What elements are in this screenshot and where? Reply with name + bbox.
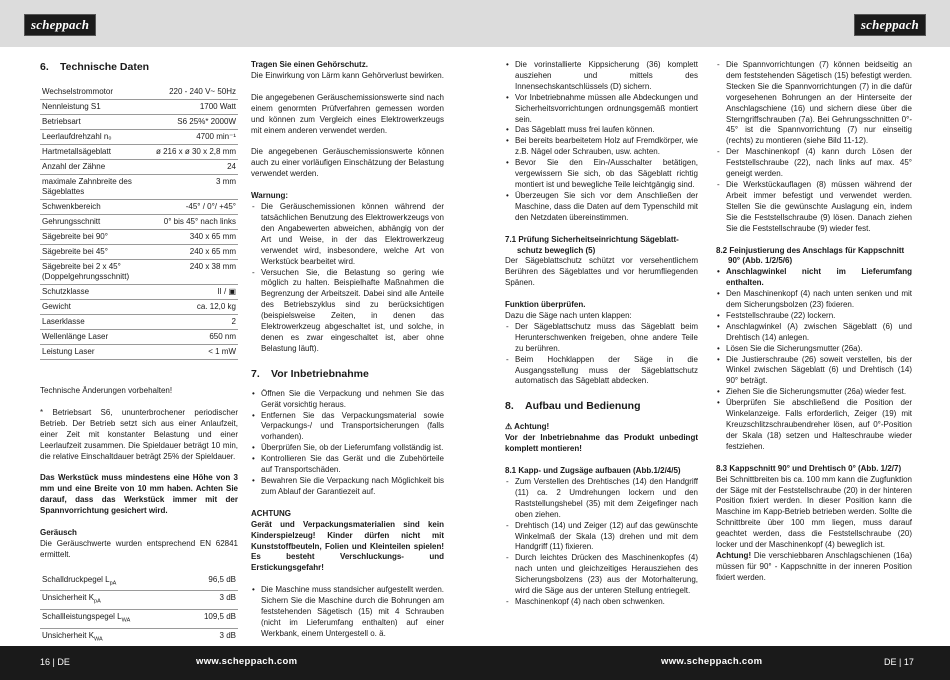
spec-value: 240 x 65 mm [154, 245, 238, 260]
list-item: • Lösen Sie die Sicherungsmutter (26a). [716, 344, 912, 355]
spec-label: Schwenkbereich [40, 200, 154, 215]
section-8-2-list [716, 267, 912, 452]
function-check-heading: Funktion überprüfen. [505, 300, 586, 310]
spec-value: 2 [154, 315, 238, 330]
spec-value: 340 x 65 mm [154, 230, 238, 245]
list-item: • Überprüfen Sie abschließend die Position der Winkelanzeige. Falls erforderlich, Zeiger (19) mit Kreuzschlitzschraubendreher lösen, auf 0°-Position der Skala (18) setzen und Halteschraube wieder festziehen. [716, 398, 912, 453]
spec-label: Hartmetallsägeblatt [40, 145, 154, 160]
noise-para-1: Die angegebenen Geräuschemissionswerte sind nach einem genormten Prüfverfahren gemessen worden und können zum Vergleich eines Elektrowerkzeugs mit einem anderen verwendet werden. [251, 92, 444, 135]
section-8-1-list [505, 477, 698, 608]
list-item: • Öffnen Sie die Verpackung und nehmen Sie das Gerät vorsichtig heraus. [251, 389, 444, 411]
spec-value: < 1 mW [154, 345, 238, 360]
achtung-warning-text: Vor der Inbetriebnahme das Produkt unbedingt komplett montieren! [505, 433, 698, 454]
list-item: - Der Sägeblattschutz muss das Sägeblatt beim Herunterschwenken freigeben, ohne andere Teile zu berühren. [505, 322, 698, 355]
list-item: - Beim Hochklappen der Säge in die Ausgangsstellung muss der Sägeblattschutz automatisch das Sägeblatt abdecken. [505, 355, 698, 388]
list-item: • Anschlagwinkel (A) zwischen Sägeblatt (6) und Drehtisch (14) anlegen. [716, 322, 912, 344]
table-row [40, 230, 238, 245]
list-item: • Bewahren Sie die Verpackung nach Möglichkeit bis zum Ablauf der Garantiezeit auf. [251, 476, 444, 498]
list-item: • Überprüfen Sie, ob der Lieferumfang vollständig ist. [251, 443, 444, 454]
table-row [40, 100, 238, 115]
table-row [40, 260, 238, 285]
column-2 [251, 60, 444, 640]
table-row [40, 130, 238, 145]
website-link-left[interactable]: www.scheppach.com [196, 656, 298, 667]
list-item: • Feststellschraube (22) lockern. [716, 311, 912, 322]
list-item: • Anschlagwinkel nicht im Lieferumfang enthalten. [716, 267, 912, 289]
table-row: Schalldruckpegel $L_{pA}$ 96,5 dB [40, 573, 238, 591]
list-item: - Durch leichtes Drücken des Maschinenkopfes (4) nach unten und gleichzeitiges Herausziehen des Sicherungsbolzens (23) aus der Motorhalterung, wird die Säge aus der unteren Stellung entriegelt. [505, 553, 698, 597]
list-item: - Die Geräuschemissionen können während der tatsächlichen Benutzung des Elektrowerkzeugs von den Angabewerten abweichen, abhängig von der Art und Weise, in der das Elektrowerkzeug verwendet wird, insbesondere, welche Art von Werkstück bearbeitet wird. [251, 202, 444, 267]
section-7-1-text: Der Sägeblattschutz schützt vor versehentlichem Berühren des Sägeblattes und vor herumfliegenden Spänen. [505, 256, 698, 288]
section-8-2-heading: 8.2 Feinjustierung des Anschlags für Kappschnitt 90° (Abb. 1/2/5/6) [716, 245, 905, 266]
noise-text: Die Geräuschwerte wurden entsprechend EN 62841 ermittelt. [40, 538, 238, 559]
list-item: - Maschinenkopf (4) nach oben schwenken. [505, 597, 698, 608]
spec-value: II / ▣ [154, 285, 238, 300]
spec-label: Nennleistung S1 [40, 100, 154, 115]
list-item: - Die Spannvorrichtungen (7) können beidseitig an dem feststehenden Sägetisch (15) befestigt werden. Stecken Sie die Spannvorrichtungen (7) in die dafür vorgesehenen Bohrungen an der Hinterseite der Anschlagschiene (16) und sichern diese über die Sterngriffschrauben (7a). Bei Gehrungsschnitten 0°- 45° ist die Spannvorrichtung (7) nur einseitig (rechts) zu montieren (siehe Bild 11-12). [716, 60, 912, 147]
table-row [40, 345, 238, 360]
s6-operating-mode-note: * Betriebsart S6, ununterbrochener periodischer Betrieb. Der Betrieb setzt sich aus einer Anlaufzeit, einer Zeit mit konstanter Belastung und einer Leerlaufzeit zusammen. Die Spieldauer beträgt 10 min, die relative Einschaltdauer beträgt 25% der Spieldauer. [40, 407, 238, 461]
table-row [40, 85, 238, 100]
list-item: • Die vorinstallierte Kippsicherung (36) komplett ausziehen und mittels des Innensechskantschlüssels (D) sichern. [505, 60, 698, 93]
page-number-right: DE | 17 [884, 657, 914, 667]
setup-list [251, 585, 444, 640]
spec-label: Anzahl der Zähne [40, 160, 154, 175]
spec-label: Sägebreite bei 2 x 45° (Doppelgehrungsschnitt) [40, 260, 154, 285]
list-item: • Den Maschinenkopf (4) nach unten senken und mit dem Sicherungsbolzen (23) fixieren. [716, 289, 912, 311]
spec-label: maximale Zahnbreite des Sägeblattes [40, 175, 154, 200]
achtung-warning-heading: ⚠ Achtung! [505, 422, 550, 432]
list-item: • Bei bereits bearbeitetem Holz auf Fremdkörper, wie z.B. Nägel oder Schrauben, usw. achten. [505, 136, 698, 158]
table-row [40, 200, 238, 215]
achtung-heading: ACHTUNG [251, 508, 291, 518]
list-item: - Zum Verstellen des Drehtisches (14) den Handgriff (11) ca. 2 Umdrehungen lockern und den Raststellungshebel (35) mit dem Zeigefinger nach oben ziehen. [505, 477, 698, 521]
list-item: • Das Sägeblatt muss frei laufen können. [505, 125, 698, 136]
spec-label: Wechselstrommotor [40, 85, 154, 100]
spec-value: 0° bis 45° nach links [154, 215, 238, 230]
spec-value: 650 nm [154, 330, 238, 345]
table-row [40, 145, 238, 160]
spec-value: -45° / 0°/ +45° [154, 200, 238, 215]
spec-value: 4700 min⁻¹ [154, 130, 238, 145]
table-row: Schallleistungspegel $L_{WA}$ 109,5 dB [40, 609, 238, 628]
website-link-right[interactable]: www.scheppach.com [661, 656, 763, 667]
list-item: - Die Werkstückauflagen (8) müssen während der Arbeit immer befestigt und verwendet werden. Stellen Sie die gewünschte Auslagung ein, indem Sie die Feststellschraube (9) lösen. Danach ziehen Sie die Feststellschraube (9) wieder fest. [716, 180, 912, 235]
spec-label: Leistung Laser [40, 345, 154, 360]
column-1 [40, 60, 238, 647]
table-row [40, 315, 238, 330]
spec-label: Betriebsart [40, 115, 154, 130]
spec-label: Sägebreite bei 90° [40, 230, 154, 245]
list-item: • Kontrollieren Sie das Gerät und die Zubehörteile auf Transportschäden. [251, 454, 444, 476]
list-item: • Die Maschine muss standsicher aufgestellt werden. Sichern Sie die Maschine durch die Bohrungen am feststehenden Sägetisch (15) mit 4 Schrauben (nicht im Lieferumfang enthalten) auf einer Werkbank, einem Untergestell o. ä. [251, 585, 444, 640]
noise-heading: Geräusch [40, 528, 77, 538]
header-bar [0, 0, 950, 47]
column-3 [505, 60, 698, 608]
warning-heading: Warnung: [251, 191, 289, 201]
section-8-3-text: Bei Schnittbreiten bis ca. 100 mm kann die Zugfunktion der Säge mit der Feststellschraube (20) in der hinteren Position fixiert werden. In dieser Position kann die Maschine im Kapp-Betrieb betrieben werden. Sollte die Schnittbreite über 100 mm liegen, muss darauf geachtet werden, dass die Feststellschraube (20) locker und der Maschinenkopf (4) beweglich ist. [716, 474, 912, 550]
section-7-list [251, 389, 444, 498]
spec-value: 24 [154, 160, 238, 175]
list-item: • Bevor Sie den Ein-/Ausschalter betätigen, vergewissern Sie sich, ob das Sägeblatt richtig montiert ist und bewegliche Teile leichtgängig sind. [505, 158, 698, 191]
table-row [40, 245, 238, 260]
function-check-list [505, 322, 698, 387]
setup-list-continued [505, 60, 698, 224]
spec-label: Schutzklasse [40, 285, 154, 300]
spec-label: Wellenlänge Laser [40, 330, 154, 345]
list-item: - Drehtisch (14) und Zeiger (12) auf das gewünschte Winkelmaß der Skala (13) drehen und mit dem Handgriff (11) fixieren. [505, 521, 698, 554]
table-row [40, 285, 238, 300]
spec-value: 220 - 240 V~ 50Hz [154, 85, 238, 100]
spec-label: Leerlaufdrehzahl n₀ [40, 130, 154, 145]
section-7-heading: 7. Vor Inbetriebnahme [251, 367, 369, 380]
list-item: • Ziehen Sie die Sicherungsmutter (26a) wieder fest. [716, 387, 912, 398]
scheppach-logo-right: scheppach [854, 14, 926, 36]
section-8-1-heading: 8.1 Kapp- und Zugsäge aufbauen (Abb.1/2/4/5) [505, 466, 681, 476]
scheppach-logo-left: scheppach [24, 14, 96, 36]
spec-label: Gehrungsschnitt [40, 215, 154, 230]
section-8-3-warning: Achtung! Die verschiebbaren Anschlagschienen (16a) müssen für 90° - Kappschnitte in der inneren Position fixiert werden. [716, 550, 912, 582]
table-row [40, 160, 238, 175]
section-8-3-heading: 8.3 Kappschnitt 90° und Drehtisch 0° (Abb. 1/2/7) [716, 463, 902, 473]
page-number-left: 16 | DE [40, 657, 70, 667]
spec-value: ø 216 x ø 30 x 2,8 mm [154, 145, 238, 160]
column-4 [716, 60, 912, 584]
spec-value: S6 25%* 2000W [154, 115, 238, 130]
hearing-protection-text: Die Einwirkung von Lärm kann Gehörverlust bewirken. [251, 70, 444, 80]
technical-changes-note: Technische Änderungen vorbehalten! [40, 386, 173, 395]
function-check-text: Dazu die Säge nach unten klappen: [505, 311, 632, 321]
list-item: • Die Justierschraube (26) soweit verstellen, bis der Winkel zwischen Sägeblatt (6) und Drehtisch (14) 90° beträgt. [716, 355, 912, 388]
clamp-list [716, 60, 912, 235]
list-item: • Vor Inbetriebnahme müssen alle Abdeckungen und Sicherheitsvorrichtungen ordnungsgemäß montiert sein. [505, 93, 698, 126]
section-8-heading: 8. Aufbau und Bedienung [505, 400, 641, 413]
workpiece-size-note: Das Werkstück muss mindestens eine Höhe von 3 mm und eine Breite von 10 mm haben. Achten Sie darauf, dass das Werkstück immer mit der Spannvorrichtung gesichert wird. [40, 473, 238, 516]
table-row [40, 300, 238, 315]
list-item: • Entfernen Sie das Verpackungsmaterial sowie Verpackungs-/ und Transportsicherungen (falls vorhanden). [251, 411, 444, 444]
hearing-protection-heading: Tragen Sie einen Gehörschutz. [251, 60, 368, 69]
spec-label: Sägebreite bei 45° [40, 245, 154, 260]
list-item: • Überzeugen Sie sich vor dem Anschließen der Maschine, dass die Daten auf dem Typenschild mit den Netzdaten übereinstimmen. [505, 191, 698, 224]
noise-data-table [40, 573, 238, 647]
spec-value: 240 x 38 mm [154, 260, 238, 285]
achtung-text: Gerät und Verpackungsmaterialien sind kein Kinderspielzeug! Kinder dürfen nicht mit Kunststoffbeuteln, Folien und Kleinteilen spielen! Es besteht Verschluckungs- und Erstickungsgefahr! [251, 519, 444, 573]
table-row [40, 175, 238, 200]
footer-bar [0, 646, 950, 680]
spec-value: 3 mm [154, 175, 238, 200]
list-item: - Versuchen Sie, die Belastung so gering wie möglich zu halten. Beispielhafte Maßnahmen die Begrenzung der Arbeitszeit. Dabei sind alle Anteile des Betriebszyklus sind zu berücksichtigen (beispielsweise Zeiten, in denen das Elektrowerkzeug abgeschaltet ist, und solche, in denen es zwar eingeschaltet ist, aber ohne Belastung läuft). [251, 268, 444, 355]
spec-label: Gewicht [40, 300, 154, 315]
table-row: Unsicherheit $K_{pA}$ 3 dB [40, 591, 238, 610]
noise-para-2: Die angegebenen Geräuschemissionswerte können auch zu einer vorläufigen Einschätzung der Belastung verwendet werden. [251, 147, 444, 179]
warning-list [251, 202, 444, 355]
list-item: - Der Maschinenkopf (4) kann durch Lösen der Feststellschraube (22), nach links auf max. 45° geneigt werden. [716, 147, 912, 180]
technical-data-table [40, 85, 238, 360]
section-6-heading: 6. Technische Daten [40, 61, 150, 73]
spec-value: 1700 Watt [154, 100, 238, 115]
spec-value: ca. 12,0 kg [154, 300, 238, 315]
spec-label: Laserklasse [40, 315, 154, 330]
table-row [40, 215, 238, 230]
table-row [40, 330, 238, 345]
section-7-1-heading: 7.1 Prüfung Sicherheitseinrichtung Sägeblatt- schutz beweglich (5) [505, 234, 679, 255]
table-row: Unsicherheit $K_{WA}$ 3 dB [40, 628, 238, 647]
table-row [40, 115, 238, 130]
